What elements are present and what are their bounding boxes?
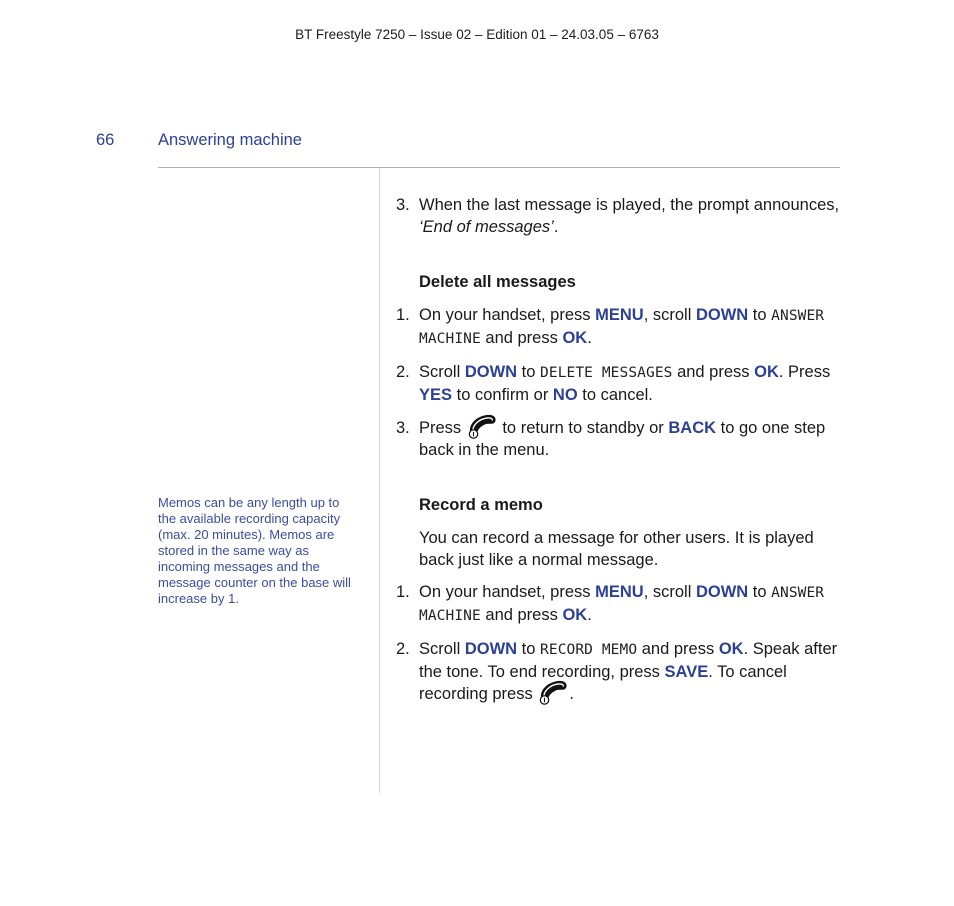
step-item — [396, 638, 845, 705]
text-run: to — [748, 583, 772, 601]
step-item — [396, 361, 845, 406]
text-run: and press — [672, 363, 755, 381]
step-text — [419, 638, 845, 705]
key-label: YES — [419, 386, 453, 404]
key-label: MENU — [595, 583, 644, 601]
key-label: OK — [754, 363, 779, 381]
key-label: OK — [562, 606, 588, 624]
display-text: ANSWER MACHINE — [419, 585, 825, 624]
key-label: NO — [552, 386, 578, 404]
key-label: BACK — [668, 419, 717, 437]
page-number: 66 — [96, 131, 115, 149]
step-text — [419, 581, 845, 627]
step-number: 3. — [396, 419, 410, 437]
section-title: Answering machine — [158, 131, 302, 149]
step-text — [419, 194, 845, 238]
text-run: . — [587, 329, 592, 347]
key-label: DOWN — [695, 306, 749, 324]
step-item — [396, 304, 845, 350]
text-run: . — [569, 685, 574, 703]
key-label: SAVE — [664, 663, 709, 681]
step-number: 3. — [396, 196, 410, 214]
text-run: to — [517, 363, 541, 381]
step-number: 1. — [396, 306, 410, 324]
step-number: 2. — [396, 640, 410, 658]
paragraph — [396, 527, 845, 571]
display-text: ANSWER MACHINE — [419, 308, 825, 347]
text-run: to return to standby or — [497, 419, 669, 437]
text-run: Scroll — [419, 363, 465, 381]
step-text — [419, 304, 845, 350]
text-run: Scroll — [419, 640, 465, 658]
text-run: and press — [637, 640, 719, 658]
column-divider — [379, 168, 380, 793]
text-run: . — [587, 606, 592, 624]
section-heading: Record a memo — [419, 496, 543, 514]
display-text: DELETE MESSAGES — [540, 365, 673, 381]
text-run: to cancel. — [577, 386, 653, 404]
text-run: . To cancel recording press — [419, 663, 787, 703]
text-run: You can record a message for other users. It is played back just like a normal message. — [419, 529, 814, 569]
key-label: OK — [718, 640, 744, 658]
section-heading: Delete all messages — [419, 273, 576, 291]
italic-text: ‘End of messages’ — [419, 218, 554, 236]
step-item — [396, 194, 845, 238]
text-run: Press — [419, 419, 466, 437]
header-rule — [158, 167, 840, 168]
running-title: BT Freestyle 7250 – Issue 02 – Edition 01 – 24.03.05 – 6763 — [295, 27, 659, 42]
text-run: and press — [480, 606, 563, 624]
sidebar-note: Memos can be any length up to the available recording capacity (max. 20 minutes). Memos are stored in the same way as incoming messages and the message counter on the base will increase by 1. — [158, 495, 351, 606]
text-run: , scroll — [643, 306, 696, 324]
text-run: . — [553, 218, 559, 236]
text-run: and press — [480, 329, 563, 347]
text-run: . Speak after the tone. To end recording, press — [419, 640, 838, 681]
text-run: to — [517, 640, 541, 658]
text-run: On your handset, press — [419, 583, 596, 601]
text-run: On your handset, press — [419, 306, 596, 324]
step-text — [419, 361, 845, 406]
step-text — [419, 417, 845, 461]
step-item — [396, 417, 845, 461]
key-label: OK — [562, 329, 588, 347]
key-label: DOWN — [464, 363, 518, 381]
key-label: DOWN — [695, 583, 749, 601]
text-run: to go one step back in the menu. — [419, 419, 826, 459]
key-label: MENU — [595, 306, 644, 324]
text-run: . Press — [778, 363, 831, 381]
step-number: 1. — [396, 583, 410, 601]
step-item — [396, 581, 845, 627]
display-text: RECORD MEMO — [540, 642, 638, 658]
main-column — [396, 194, 845, 716]
step-number: 2. — [396, 363, 410, 381]
key-label: DOWN — [464, 640, 518, 658]
end-call-icon — [467, 417, 497, 433]
text-run: to — [748, 306, 772, 324]
text-run: , scroll — [643, 583, 696, 601]
text-run: to confirm or — [452, 386, 553, 404]
end-call-icon — [538, 683, 568, 699]
text-run: When the last message is played, the prompt announces, — [419, 196, 840, 214]
